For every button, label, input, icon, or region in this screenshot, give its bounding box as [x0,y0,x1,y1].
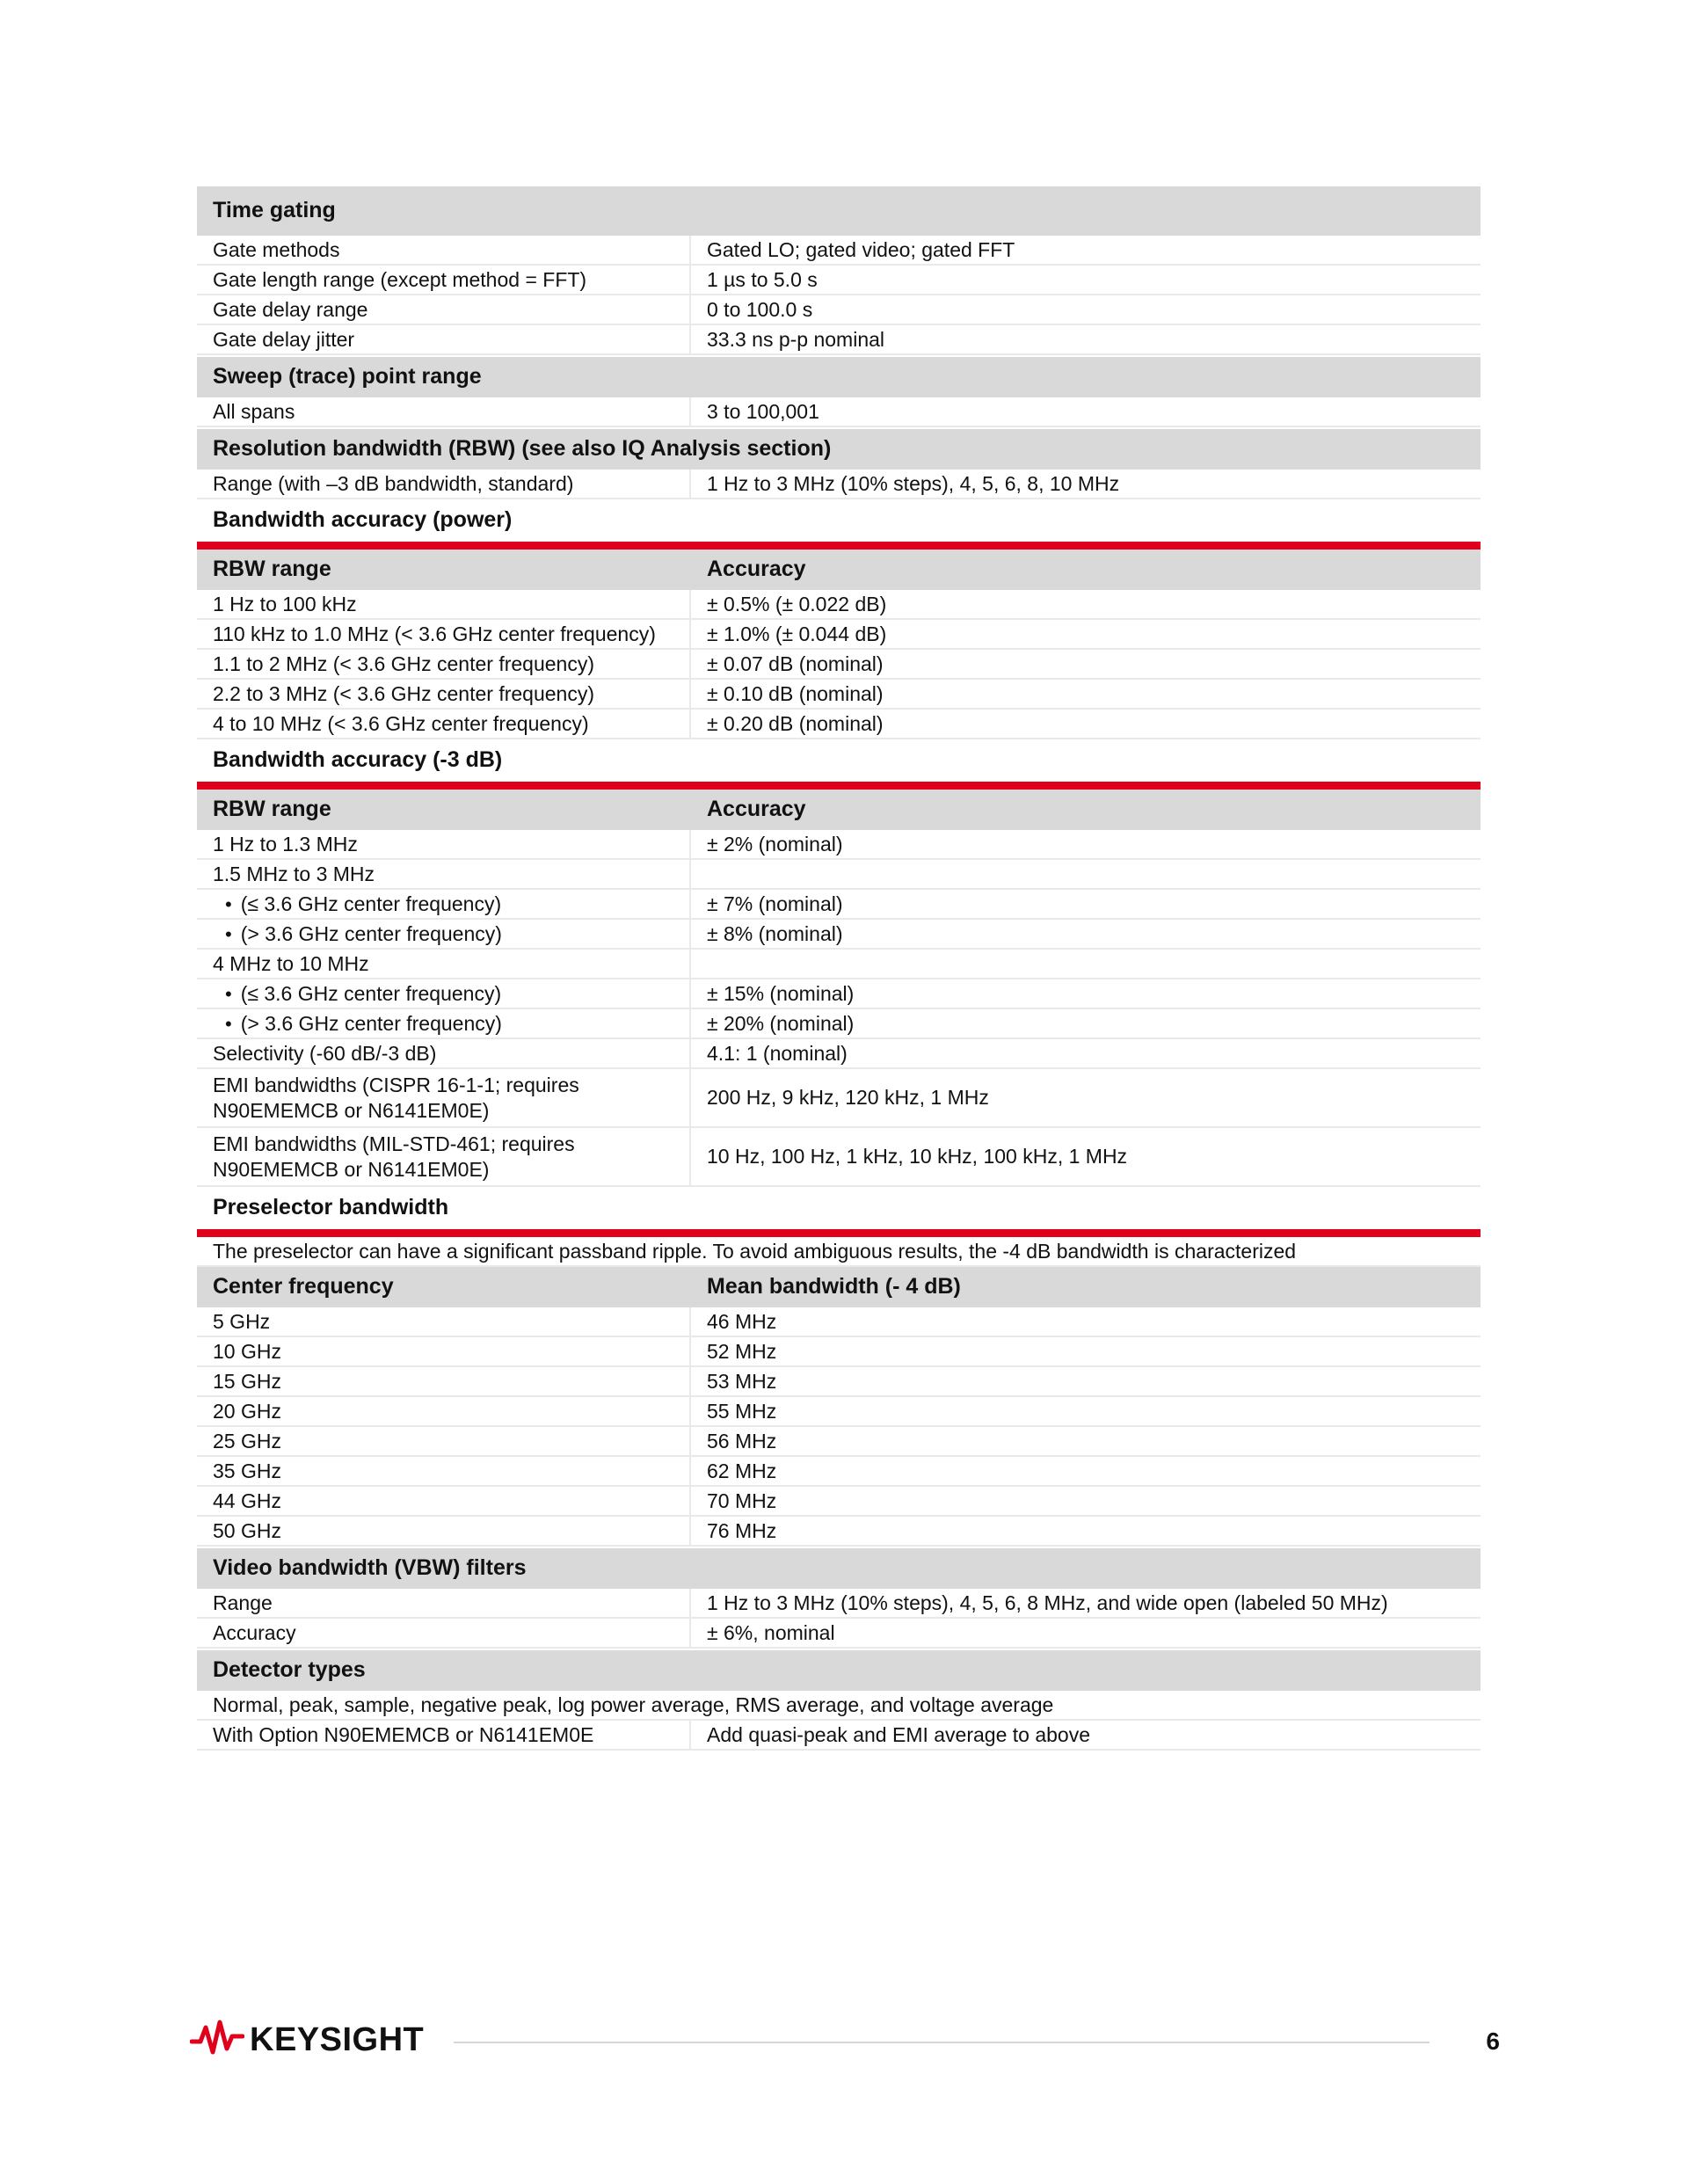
table-row [197,1367,1481,1397]
value-cell: ± 8% (nominal) [707,921,843,945]
table-row [197,470,1481,499]
table-row [197,830,1481,860]
section-header-time-gating: Time gating [197,186,1481,236]
section-header-bw-3db: Bandwidth accuracy (-3 dB) [213,747,503,773]
table-row [197,236,1481,266]
note-cell: The preselector can have a significant passband ripple. To avoid ambiguous results, the -4 dB bandwidth is characterized [213,1239,1297,1263]
param-cell [197,979,691,1008]
table-row [197,1517,1481,1547]
value-cell: 76 MHz [707,1518,777,1542]
table-row [197,1427,1481,1457]
param-cell: 10 GHz [197,1337,691,1365]
red-divider [197,542,1481,550]
table-row [197,1457,1481,1487]
table-row [197,1487,1481,1517]
param-cell: 44 GHz [197,1487,691,1515]
column-header: Accuracy [707,557,806,582]
section-header-sweep: Sweep (trace) point range [197,357,1481,397]
value-cell: 56 MHz [707,1429,777,1452]
value-cell: 53 MHz [707,1369,777,1393]
param-cell [197,1069,691,1126]
value-cell: 4.1: 1 (nominal) [707,1041,848,1065]
param-cell: Range (with –3 dB bandwidth, standard) [197,470,691,498]
table-row [197,1237,1481,1267]
section-header-rbw: Resolution bandwidth (RBW) (see also IQ Analysis section) [197,429,1481,470]
param-cell: 1.5 MHz to 3 MHz [197,860,691,888]
bullet-item: • (> 3.6 GHz center frequency) [213,921,502,947]
param-cell: 50 GHz [197,1517,691,1545]
value-cell: 10 Hz, 100 Hz, 1 kHz, 10 kHz, 100 kHz, 1 MHz [707,1145,1128,1168]
red-divider [197,1229,1481,1237]
param-cell: Selectivity (-60 dB/-3 dB) [197,1039,691,1067]
param-line: N90EMEMCB or N6141EM0E) [213,1098,490,1122]
table-row [197,1337,1481,1367]
red-divider [197,782,1481,790]
value-cell: 1 Hz to 3 MHz (10% steps), 4, 5, 6, 8 MHz, and wide open (labeled 50 MHz) [707,1591,1388,1614]
value-cell: Gated LO; gated video; gated FFT [707,237,1015,261]
value-cell: ± 6%, nominal [707,1620,835,1644]
value-cell: 0 to 100.0 s [707,297,813,321]
table-row [197,325,1481,355]
param-cell: 1 Hz to 1.3 MHz [197,830,691,858]
param-cell [197,920,691,948]
param-cell [197,1009,691,1037]
param-cell: Gate delay jitter [197,325,691,353]
section-header-detector: Detector types [197,1650,1481,1691]
param-cell: Range [197,1589,691,1617]
footer-divider [454,2042,1430,2043]
section-header-preselector: Preselector bandwidth [213,1195,449,1220]
column-header: RBW range [213,557,331,582]
value-cell: ± 0.5% (± 0.022 dB) [707,592,887,615]
value-cell: ± 20% (nominal) [707,1011,855,1035]
param-cell: Gate length range (except method = FFT) [197,266,691,294]
param-cell: 35 GHz [197,1457,691,1485]
column-header: Center frequency [213,1274,394,1299]
section-header-bw-power: Bandwidth accuracy (power) [213,507,513,533]
param-cell: 110 kHz to 1.0 MHz (< 3.6 GHz center frequency) [197,620,691,648]
table-row [197,920,1481,950]
param-cell: 4 to 10 MHz (< 3.6 GHz center frequency) [197,710,691,738]
keysight-wave-icon [190,2019,244,2062]
column-header: RBW range [213,797,331,822]
value-cell: 1 Hz to 3 MHz (10% steps), 4, 5, 6, 8, 10 MHz [707,471,1120,495]
value-cell: ± 0.07 dB (nominal) [707,652,884,675]
param-cell [197,1128,691,1185]
table-row [197,620,1481,650]
page-footer [190,2012,1500,2064]
param-cell: 5 GHz [197,1307,691,1336]
value-cell: 46 MHz [707,1309,777,1333]
param-cell: 4 MHz to 10 MHz [197,950,691,978]
table-row [197,397,1481,427]
table-row [197,1128,1481,1187]
table-row [197,1721,1481,1751]
column-header-row [197,550,1481,590]
param-cell: 1 Hz to 100 kHz [197,590,691,618]
value-cell: 52 MHz [707,1339,777,1363]
table-row [197,1619,1481,1649]
param-cell: 2.2 to 3 MHz (< 3.6 GHz center frequency) [197,680,691,708]
param-cell: With Option N90EMEMCB or N6141EM0E [197,1721,691,1749]
table-row [197,1397,1481,1427]
bullet-item: • (≤ 3.6 GHz center frequency) [213,981,501,1007]
param-cell: 20 GHz [197,1397,691,1425]
table-row [197,1069,1481,1128]
bullet-item: • (≤ 3.6 GHz center frequency) [213,892,501,917]
column-header: Accuracy [707,797,806,822]
value-cell: 1 µs to 5.0 s [707,267,818,291]
table-row [197,680,1481,710]
table-row [197,650,1481,680]
value-cell: ± 7% (nominal) [707,892,843,915]
param-cell: 15 GHz [197,1367,691,1395]
table-row [197,295,1481,325]
value-cell: ± 0.10 dB (nominal) [707,681,884,705]
value-cell [691,950,1481,978]
value-cell: 200 Hz, 9 kHz, 120 kHz, 1 MHz [707,1086,989,1110]
value-cell: ± 2% (nominal) [707,832,843,855]
param-cell: 25 GHz [197,1427,691,1455]
param-cell [197,890,691,918]
table-row [197,1039,1481,1069]
section-header-vbw: Video bandwidth (VBW) filters [197,1548,1481,1589]
table-row [197,1009,1481,1039]
param-line: EMI bandwidths (MIL-STD-461; requires [213,1132,575,1155]
value-cell: 55 MHz [707,1399,777,1423]
value-cell: 62 MHz [707,1459,777,1482]
value-cell: ± 1.0% (± 0.044 dB) [707,622,887,645]
column-header: Mean bandwidth (- 4 dB) [707,1274,961,1299]
bullet-item: • (> 3.6 GHz center frequency) [213,1011,502,1037]
value-cell: Add quasi-peak and EMI average to above [707,1722,1091,1746]
table-row [197,590,1481,620]
spec-table [197,185,1481,1751]
table-row [197,979,1481,1009]
value-cell: ± 0.20 dB (nominal) [707,711,884,735]
brand-name: KEYSIGHT [250,2021,425,2058]
table-row [197,710,1481,739]
table-row [197,1307,1481,1337]
keysight-logo [190,2019,424,2062]
value-cell: 3 to 100,001 [707,399,819,423]
value-cell: 70 MHz [707,1489,777,1512]
table-row [197,1691,1481,1721]
table-row [197,266,1481,295]
value-cell: ± 15% (nominal) [707,981,855,1005]
column-header-row [197,1267,1481,1307]
column-header-row [197,790,1481,830]
param-cell: All spans [197,397,691,426]
note-cell: Normal, peak, sample, negative peak, log power average, RMS average, and voltage average [213,1693,1054,1716]
param-cell: Gate methods [197,236,691,264]
param-line: N90EMEMCB or N6141EM0E) [213,1157,490,1181]
param-cell: 1.1 to 2 MHz (< 3.6 GHz center frequency) [197,650,691,678]
table-row [197,860,1481,890]
table-row [197,890,1481,920]
page-number: 6 [1486,2027,1500,2055]
param-cell: Accuracy [197,1619,691,1647]
value-cell [691,860,1481,888]
table-row [197,1589,1481,1619]
param-line: EMI bandwidths (CISPR 16-1-1; requires [213,1073,579,1096]
value-cell: 33.3 ns p-p nominal [707,327,885,351]
param-cell: Gate delay range [197,295,691,324]
table-row [197,950,1481,979]
